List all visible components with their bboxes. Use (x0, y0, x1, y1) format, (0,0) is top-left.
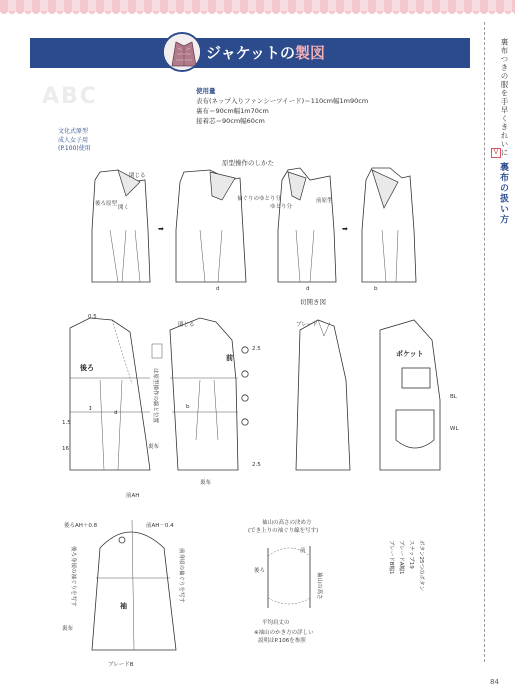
measure-label: 0.5 (88, 314, 97, 320)
basis-line: 文化式原型 (58, 128, 89, 135)
slash-diagram-heading: 切開き図 (300, 298, 326, 306)
block-step-3 (270, 168, 336, 292)
measure-label: 1.5 (62, 420, 71, 426)
button-note: ボタン25つのボタン (418, 540, 424, 591)
back-bodice-draft (62, 314, 160, 470)
front-ah-label: 前AH－0.4 (146, 523, 174, 529)
block-step-2 (176, 170, 282, 292)
usage-line: 裏布＝90cm幅1m70cm (196, 107, 269, 115)
arrow-icon: ↕ (88, 406, 93, 412)
basis-line: 成人女子用 (58, 136, 89, 144)
cap-height-label: 袖山の高さ (316, 572, 322, 600)
slash-diagram (296, 320, 350, 470)
lining-label: 裏布 (62, 626, 74, 632)
button-icon (242, 371, 248, 377)
back-label: 後ろ (80, 364, 94, 372)
chapter-title: 裏布つきの服を手早くきれいに (500, 38, 509, 157)
basis-line: (P.100)使用 (58, 145, 91, 152)
notions-list (388, 540, 426, 591)
pocket-draft (380, 320, 459, 470)
block-step-4 (362, 168, 416, 292)
sleeve-cap-heading: 袖山の高さの決め方 (262, 520, 312, 526)
lining-label: 裏布 (148, 444, 160, 450)
ease-label: ゆとり分 (270, 204, 293, 210)
braid-b-label: ブレードB (108, 662, 134, 668)
sleeve-note: ※袖山のかき方の詳しい (254, 630, 314, 636)
avg-shoulder-label: 平均肩丈の (262, 620, 290, 626)
usage-line: 表布(ネップ入りファンシーツイード)＝110cm幅1m90cm (196, 97, 369, 105)
open-label: 開く (118, 205, 130, 211)
usage-line: 接着芯＝90cm幅60cm (196, 117, 265, 125)
button-icon (242, 395, 248, 401)
pocket-label: ポケット (396, 350, 424, 358)
braid-label: ブレード (296, 322, 318, 328)
b-label: b (374, 286, 378, 292)
back-label: 後ろ (254, 568, 266, 574)
sleeve-ease-label: 袖ぐりのゆとり分 (237, 196, 282, 202)
close-label: 閉じる (178, 322, 195, 328)
arrow-icon: ➡ (342, 225, 348, 233)
sleeve-cap-sub: (でき上りの袖ぐり線を写す) (248, 528, 319, 534)
sleeve-draft (62, 491, 186, 668)
usage-heading: 使用量 (196, 87, 216, 95)
d-label: d (114, 410, 118, 416)
braid-note: ブレードB幅1 (388, 540, 394, 575)
pattern-operation-heading: 原型操作のしかた (222, 159, 274, 167)
notch-mark (119, 537, 125, 543)
front-label: 前 (300, 548, 306, 554)
sleeve-label: 袖 (120, 602, 127, 610)
measure-label: 2.5 (252, 462, 261, 468)
block-step-1 (92, 170, 150, 282)
snap-note: スナップ19 (408, 540, 414, 569)
lining-label: 裏布 (200, 480, 212, 486)
front-block-label: 前原型 (316, 198, 333, 204)
back-sleeve-note: 後ろ身頃の袖ぐりを写す (70, 546, 76, 607)
measure-label: 16 (62, 446, 69, 452)
pattern-ref-note: は原型操作の線と位置 (152, 368, 158, 424)
page-title: ジャケットの製図 (206, 44, 325, 62)
front-ah-top-label: 前AH (126, 493, 140, 499)
back-ah-label: 後ろAH＋0.8 (64, 523, 98, 529)
pocket-flap (402, 368, 430, 388)
front-label: 前 (226, 354, 233, 362)
arrow-icon: ➡ (158, 225, 164, 233)
sleeve-cap-method (248, 518, 324, 644)
close-label: 閉じる (129, 173, 146, 179)
pocket-bag (396, 410, 434, 448)
d-label: d (216, 286, 220, 292)
front-bodice-draft (170, 318, 261, 486)
b-label: b (186, 404, 190, 410)
wl-label: WL (450, 426, 459, 432)
legend-box (152, 344, 162, 358)
sleeve-note: 説明はP.106を参照 (258, 638, 306, 644)
back-block-label: 後ろ原型 (95, 201, 118, 207)
margin-divider (484, 22, 485, 662)
bl-label: BL (450, 394, 457, 400)
faint-background-lettering: ABC (42, 84, 98, 109)
front-sleeve-note: 前身頃の袖ぐりを写す (178, 548, 184, 604)
braid-note: ブレードA幅1 (398, 540, 404, 575)
button-icon (242, 347, 248, 353)
chapter-subtitle: 裏布の扱い方 (498, 162, 508, 225)
page-number: 84 (490, 678, 499, 686)
measure-label: 2.5 (252, 346, 261, 352)
d-label: d (306, 286, 310, 292)
button-icon (242, 419, 248, 425)
chapter-mark: V (491, 148, 501, 158)
